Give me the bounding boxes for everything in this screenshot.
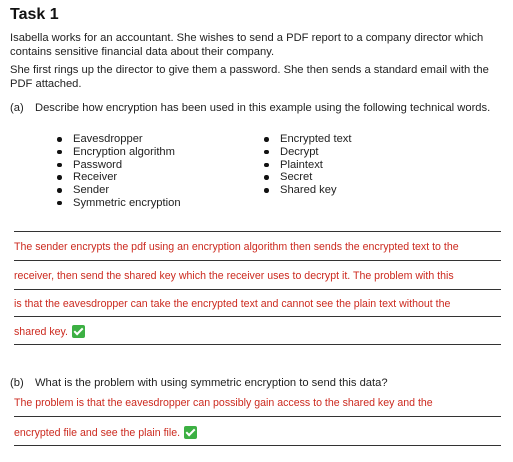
- intro-paragraph-1: Isabella works for an accountant. She wishes to send a PDF report to a company director which contains sensitive financial data about their company.: [10, 32, 484, 58]
- intro-paragraph-2: She first rings up the director to give them a password. She then sends a standard email with the PDF attached.: [10, 64, 489, 90]
- question-b-number: (b): [10, 377, 24, 389]
- bullet-icon: [264, 137, 269, 142]
- bullet-icon: [57, 150, 62, 155]
- bullet-icon: [57, 175, 62, 180]
- technical-word-label: Secret: [280, 171, 313, 184]
- technical-word-item: [55, 159, 181, 172]
- answer-a-line-2: receiver, then send the shared key which the receiver uses to decrypt it. The problem with this: [14, 270, 454, 282]
- answer-a-line-4: [14, 325, 85, 338]
- answer-rule-line: [14, 260, 501, 261]
- technical-words-right-list: [262, 133, 352, 197]
- bullet-icon: [57, 188, 62, 193]
- answer-rule-line: [14, 231, 501, 232]
- check-mark-icon: [72, 325, 85, 338]
- technical-word-label: Plaintext: [280, 158, 323, 171]
- answer-a-line-4-text: shared key.: [14, 326, 68, 338]
- technical-word-item: [262, 133, 352, 146]
- answer-rule-line: [14, 344, 501, 345]
- technical-word-label: Eavesdropper: [73, 133, 143, 145]
- technical-words-left-list: [55, 133, 181, 210]
- technical-word-item: [55, 146, 181, 159]
- answer-a-line-1: The sender encrypts the pdf using an encryption algorithm then sends the encrypted text to the: [14, 241, 459, 253]
- answer-b-line-2-text: encrypted file and see the plain file.: [14, 427, 181, 439]
- answer-rule-line: [14, 289, 501, 290]
- technical-word-item: [262, 171, 352, 184]
- technical-word-label: Encrypted text: [280, 133, 352, 145]
- technical-word-label: Symmetric encryption: [73, 196, 181, 209]
- bullet-icon: [264, 175, 269, 180]
- technical-word-label: Password: [73, 158, 123, 171]
- technical-word-item: [55, 133, 181, 146]
- check-mark-icon: [184, 426, 197, 439]
- bullet-icon: [57, 137, 62, 142]
- bullet-icon: [264, 150, 269, 155]
- bullet-icon: [57, 163, 62, 168]
- technical-word-item: [55, 171, 181, 184]
- technical-word-item: [262, 184, 352, 197]
- question-a-text: Describe how encryption has been used in this example using the following technical words.: [35, 102, 491, 114]
- question-b: [10, 376, 505, 390]
- technical-word-label: Encryption algorithm: [73, 145, 175, 158]
- answer-rule-line: [14, 445, 501, 446]
- question-b-text: What is the problem with using symmetric encryption to send this data?: [35, 377, 388, 389]
- technical-word-label: Receiver: [73, 171, 118, 184]
- technical-word-item: [55, 184, 181, 197]
- technical-word-label: Decrypt: [280, 145, 319, 158]
- bullet-icon: [264, 188, 269, 193]
- technical-word-item: [55, 197, 181, 210]
- answer-rule-line: [14, 316, 501, 317]
- bullet-icon: [264, 163, 269, 168]
- answer-b-line-1: The problem is that the eavesdropper can possibly gain access to the shared key and the: [14, 397, 433, 409]
- answer-a-line-3: is that the eavesdropper can take the encrypted text and cannot see the plain text without the: [14, 298, 451, 310]
- technical-word-item: [262, 146, 352, 159]
- answer-b-line-2: [14, 426, 197, 439]
- answer-rule-line: [14, 416, 501, 417]
- task-title: Task 1: [10, 6, 59, 23]
- question-a-number: (a): [10, 102, 24, 114]
- bullet-icon: [57, 201, 62, 206]
- technical-word-label: Sender: [73, 184, 110, 197]
- technical-word-item: [262, 159, 352, 172]
- technical-word-label: Shared key: [280, 184, 337, 197]
- question-a: [10, 101, 505, 115]
